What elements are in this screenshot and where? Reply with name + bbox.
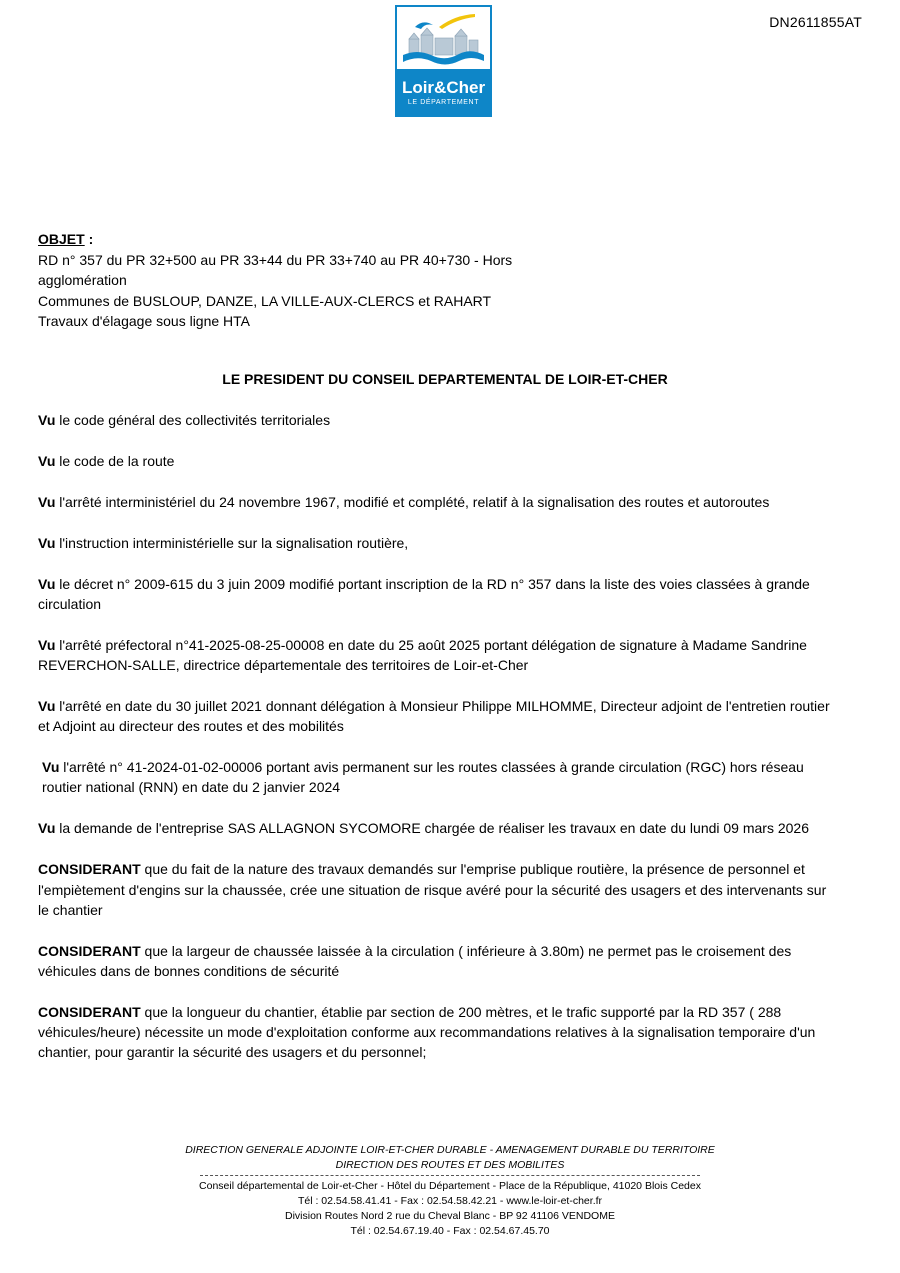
visa-paragraph <box>38 451 838 471</box>
paragraph-lead: Vu <box>38 697 56 714</box>
footer-address: Conseil départemental de Loir-et-Cher - Hôtel du Département - Place de la République, 41020 Blois Cedex <box>199 1179 701 1192</box>
considerant-paragraph <box>38 941 838 982</box>
objet-heading <box>38 229 598 250</box>
paragraph-text: que la longueur du chantier, établie par section de 200 mètres, et le trafic supporté par la RD 357 ( 288 véhicules/heure) nécessite un mode d'exploitation conforme aux recommandations relatives à la signalisation temporaire d'un chantier, pour garantir la sécurité des usagers et du personnel; <box>38 1003 816 1061</box>
paragraph-lead: Vu <box>38 534 56 551</box>
visa-paragraph <box>38 696 838 737</box>
paragraph-lead: CONSIDERANT <box>38 1003 141 1020</box>
considerant-paragraph <box>38 1002 838 1063</box>
paragraph-lead: Vu <box>38 452 56 469</box>
paragraph-text: le code de la route <box>55 452 175 469</box>
visa-paragraph <box>38 635 838 676</box>
objet-line: Travaux d'élagage sous ligne HTA <box>38 313 251 329</box>
paragraph-lead: Vu <box>38 636 56 653</box>
visa-paragraph <box>38 533 838 553</box>
paragraph-lead: CONSIDERANT <box>38 861 141 878</box>
paragraph-text: le décret n° 2009-615 du 3 juin 2009 modifié portant inscription de la RD n° 357 dans la liste des voies classées à grande circulation <box>38 575 810 612</box>
document-reference: DN2611855AT <box>769 14 862 30</box>
visa-paragraph <box>38 492 838 512</box>
visa-paragraph <box>38 410 838 430</box>
visa-paragraph <box>38 574 838 615</box>
paragraph-text: que du fait de la nature des travaux demandés sur l'emprise publique routière, la présence de personnel et l'empiètement d'engins sur la chaussée, crée une situation de risque avéré pour la sécurité des usagers et des intervenants sur le chantier <box>38 861 827 918</box>
footer-direction-line: DIRECTION GENERALE ADJOINTE LOIR-ET-CHER DURABLE - AMENAGEMENT DURABLE DU TERRITOIRE <box>185 1144 715 1156</box>
footer-divider <box>200 1175 700 1176</box>
objet-line: agglomération <box>38 272 127 288</box>
paragraph-lead: Vu <box>38 412 56 428</box>
visa-paragraph <box>38 757 838 798</box>
paragraph-text: la demande de l'entreprise SAS ALLAGNON SYCOMORE chargée de réaliser les travaux en date du lundi 09 mars 2026 <box>55 820 810 837</box>
paragraph-text: l'arrêté préfectoral n°41-2025-08-25-00008 en date du 25 août 2025 portant délégation de signature à Madame Sandrine REVERCHON-SALLE, directrice départementale des territoires de Loir-et-Cher <box>38 636 807 674</box>
visa-paragraph <box>38 818 838 838</box>
logo-subtitle-text: LE DÉPARTEMENT <box>407 99 480 106</box>
page-footer <box>0 1143 900 1240</box>
objet-label-suffix: : <box>84 231 94 247</box>
objet-label: OBJET <box>38 231 85 247</box>
paragraph-text: l'arrêté en date du 30 juillet 2021 donnant délégation à Monsieur Philippe MILHOMME, Directeur adjoint de l'entretien routier et Adjoint au directeur des routes et des mobilités <box>38 697 830 735</box>
paragraph-text: le code général des collectivités territoriales <box>55 412 331 428</box>
logo-brand-text: Loir&Cher <box>401 78 486 97</box>
paragraph-lead: Vu <box>38 493 56 510</box>
paragraph-text: que la largeur de chaussée laissée à la circulation ( inférieure à 3.80m) ne permet pas le croisement des véhicules dans de bonnes conditions de sécurité <box>38 942 792 979</box>
footer-direction-line: DIRECTION DES ROUTES ET DES MOBILITES <box>335 1159 565 1172</box>
footer-phone: Tél : 02.54.58.41.41 - Fax : 02.54.58.42.21 - www.le-loir-et-cher.fr <box>297 1194 603 1207</box>
paragraph-lead: CONSIDERANT <box>38 942 141 959</box>
paragraph-lead: Vu <box>42 759 60 776</box>
paragraph-lead: Vu <box>38 575 56 592</box>
considerant-paragraph <box>38 859 838 920</box>
objet-line: RD n° 357 du PR 32+500 au PR 33+44 du PR 33+740 au PR 40+730 - Hors <box>38 251 513 268</box>
paragraph-text: l'arrêté n° 41-2024-01-02-00006 portant avis permanent sur les routes classées à grande circulation (RGC) hors réseau routier national (RNN) en date du 2 janvier 2024 <box>42 759 804 796</box>
objet-line: Communes de BUSLOUP, DANZE, LA VILLE-AUX-CLERCS et RAHART <box>38 292 492 309</box>
paragraph-text: l'arrêté interministériel du 24 novembre 1967, modifié et complété, relatif à la signalisation des routes et autoroutes <box>55 493 770 510</box>
objet-block <box>38 229 598 332</box>
paragraph-lead: Vu <box>38 820 56 837</box>
document-body <box>38 410 838 1083</box>
footer-phone: Tél : 02.54.67.19.40 - Fax : 02.54.67.45.70 <box>350 1225 550 1238</box>
document-title: LE PRESIDENT DU CONSEIL DEPARTEMENTAL DE LOIR-ET-CHER <box>222 371 668 387</box>
loir-et-cher-logo <box>395 5 492 117</box>
paragraph-text: l'instruction interministérielle sur la signalisation routière, <box>55 534 409 551</box>
footer-address: Division Routes Nord 2 rue du Cheval Blanc - BP 92 41106 VENDOME <box>285 1210 615 1223</box>
